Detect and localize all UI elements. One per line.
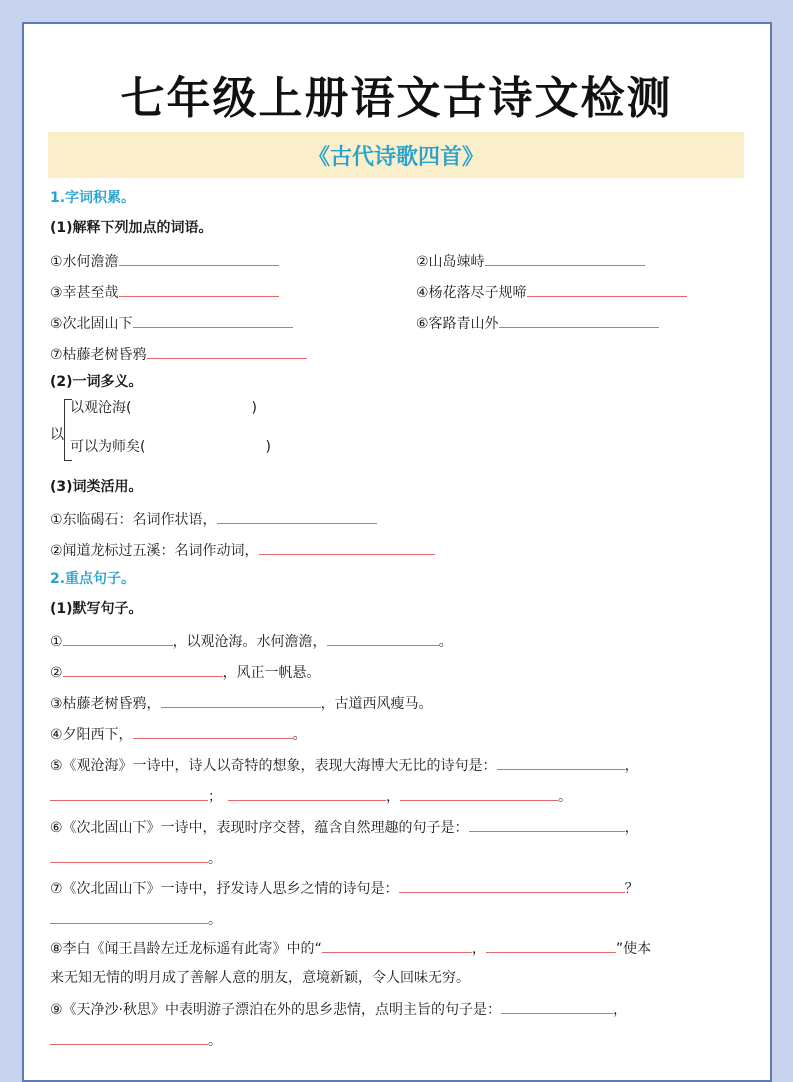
answer-blank[interactable] — [50, 786, 208, 801]
close-paren: ) — [251, 400, 257, 416]
item-text: ，古道西风瘦马。 — [320, 696, 433, 712]
answer-blank[interactable] — [119, 282, 279, 297]
vocab-item-2 — [416, 251, 645, 271]
vocab-term: ⑥客路青山外 — [416, 316, 499, 332]
word-use-text: ②闻道龙标过五溪：名词作动词， — [50, 543, 259, 559]
vocab-item-4 — [416, 282, 687, 302]
dictation-item-7 — [50, 878, 639, 898]
item-text: ⑦《次北固山下》一诗中，抒发诗人思乡之情的诗句是： — [50, 881, 399, 897]
punctuation: ， — [386, 789, 400, 805]
punctuation: ； — [208, 789, 222, 805]
vocab-item-7 — [50, 344, 307, 364]
item-text: ，以观沧海。水何澹澹， — [172, 634, 327, 650]
answer-blank[interactable] — [133, 724, 293, 739]
subtitle: 《古代诗歌四首》 — [307, 144, 484, 170]
word-use-text: ①东临碣石：名词作状语， — [50, 512, 217, 528]
vocab-item-5 — [50, 313, 293, 333]
vocab-term: ②山岛竦峙 — [416, 254, 485, 270]
item-text: ③枯藤老树昏鸦， — [50, 696, 161, 712]
dictation-item-5-cont — [50, 786, 572, 806]
dictation-heading: (1)默写句子。 — [50, 601, 143, 617]
vocab-item-6 — [416, 313, 659, 333]
page-title: 七年级上册语文古诗文检测 — [120, 73, 673, 124]
section-heading-sentences: 2.重点句子。 — [50, 571, 136, 587]
punctuation: 。 — [292, 727, 307, 743]
dictation-item-5 — [50, 755, 639, 775]
item-text: ”使本 — [615, 941, 652, 957]
punctuation: 。 — [558, 789, 572, 805]
answer-blank[interactable] — [322, 938, 472, 953]
item-text: ⑨《天净沙·秋思》中表明游子漂泊在外的思乡悲情，点明主旨的句子是： — [50, 1002, 501, 1018]
vocab-term: ①水何澹澹 — [50, 254, 119, 270]
dictation-item-7-cont — [50, 909, 222, 929]
dictation-item-6-cont — [50, 848, 222, 868]
answer-blank[interactable] — [50, 909, 208, 924]
item-number: ① — [50, 634, 63, 650]
vocab-term: ④杨花落尽子规啼 — [416, 285, 527, 301]
answer-blank[interactable] — [527, 282, 687, 297]
item-text: ⑤《观沧海》一诗中，诗人以奇特的想象，表现大海博大无比的诗句是： — [50, 758, 497, 774]
answer-blank[interactable] — [217, 509, 377, 524]
vocab-term: ⑦枯藤老树昏鸦 — [50, 347, 147, 363]
q3-heading: (3)词类活用。 — [50, 479, 143, 495]
punctuation: ， — [624, 758, 639, 774]
answer-blank[interactable] — [50, 1030, 208, 1045]
dictation-item-9 — [50, 999, 627, 1019]
answer-blank[interactable] — [399, 878, 625, 893]
punctuation: ， — [624, 820, 639, 836]
answer-blank[interactable] — [119, 251, 279, 266]
answer-blank[interactable] — [327, 631, 439, 646]
answer-blank[interactable] — [63, 631, 173, 646]
punctuation: 。 — [208, 851, 222, 867]
answer-blank[interactable] — [400, 786, 558, 801]
answer-blank[interactable] — [501, 999, 613, 1014]
punctuation: 。 — [438, 634, 453, 650]
vocab-term: ③幸甚至哉 — [50, 285, 119, 301]
polysemy-char: 以 — [50, 427, 64, 443]
q2-heading: (2)一词多义。 — [50, 374, 143, 390]
answer-blank[interactable] — [259, 540, 435, 555]
item-text: ⑥《次北固山下》一诗中，表现时序交替，蕴含自然理趣的句子是： — [50, 820, 469, 836]
dictation-item-4 — [50, 724, 307, 744]
dictation-item-9-cont — [50, 1030, 222, 1050]
answer-blank[interactable] — [497, 755, 625, 770]
punctuation: ？ — [624, 881, 639, 897]
polysemy-item-1 — [70, 399, 257, 417]
item-number: ② — [50, 665, 63, 681]
punctuation: ， — [613, 1002, 627, 1018]
answer-blank[interactable] — [486, 938, 616, 953]
polysemy-text: 以观沧海( — [70, 400, 132, 416]
punctuation: “ — [314, 941, 322, 957]
punctuation: ， — [471, 941, 486, 957]
polysemy-item-2 — [70, 438, 271, 456]
answer-blank[interactable] — [161, 693, 321, 708]
answer-blank[interactable] — [469, 817, 625, 832]
dictation-item-8 — [50, 938, 651, 958]
answer-blank[interactable] — [50, 848, 208, 863]
dictation-item-1 — [50, 631, 453, 651]
answer-blank[interactable] — [133, 313, 293, 328]
dictation-item-8-cont: 来无知无情的明月成了善解人意的朋友，意境新颖，令人回味无穷。 — [50, 970, 470, 986]
dictation-item-6 — [50, 817, 639, 837]
polysemy-text: 可以为师矣( — [70, 439, 146, 455]
dictation-item-2 — [50, 662, 321, 682]
vocab-item-3 — [50, 282, 279, 302]
answer-blank[interactable] — [63, 662, 223, 677]
item-text: ，风正一帆悬。 — [222, 665, 321, 681]
dictation-item-3 — [50, 693, 433, 713]
answer-blank[interactable] — [485, 251, 645, 266]
word-use-item-2 — [50, 540, 435, 560]
close-paren: ) — [265, 439, 271, 455]
subtitle-bar — [48, 132, 744, 178]
q1-heading: (1)解释下列加点的词语。 — [50, 220, 213, 236]
word-use-item-1 — [50, 509, 377, 529]
punctuation: 。 — [208, 912, 222, 928]
vocab-item-1 — [50, 251, 279, 271]
punctuation: 。 — [208, 1033, 222, 1049]
item-text: ④夕阳西下， — [50, 727, 133, 743]
section-heading-vocab: 1.字词积累。 — [50, 190, 136, 206]
vocab-term: ⑤次北固山下 — [50, 316, 133, 332]
answer-blank[interactable] — [228, 786, 386, 801]
item-text: ⑧李白《闻王昌龄左迁龙标遥有此寄》中的 — [50, 941, 315, 957]
answer-blank[interactable] — [147, 344, 307, 359]
answer-blank[interactable] — [499, 313, 659, 328]
